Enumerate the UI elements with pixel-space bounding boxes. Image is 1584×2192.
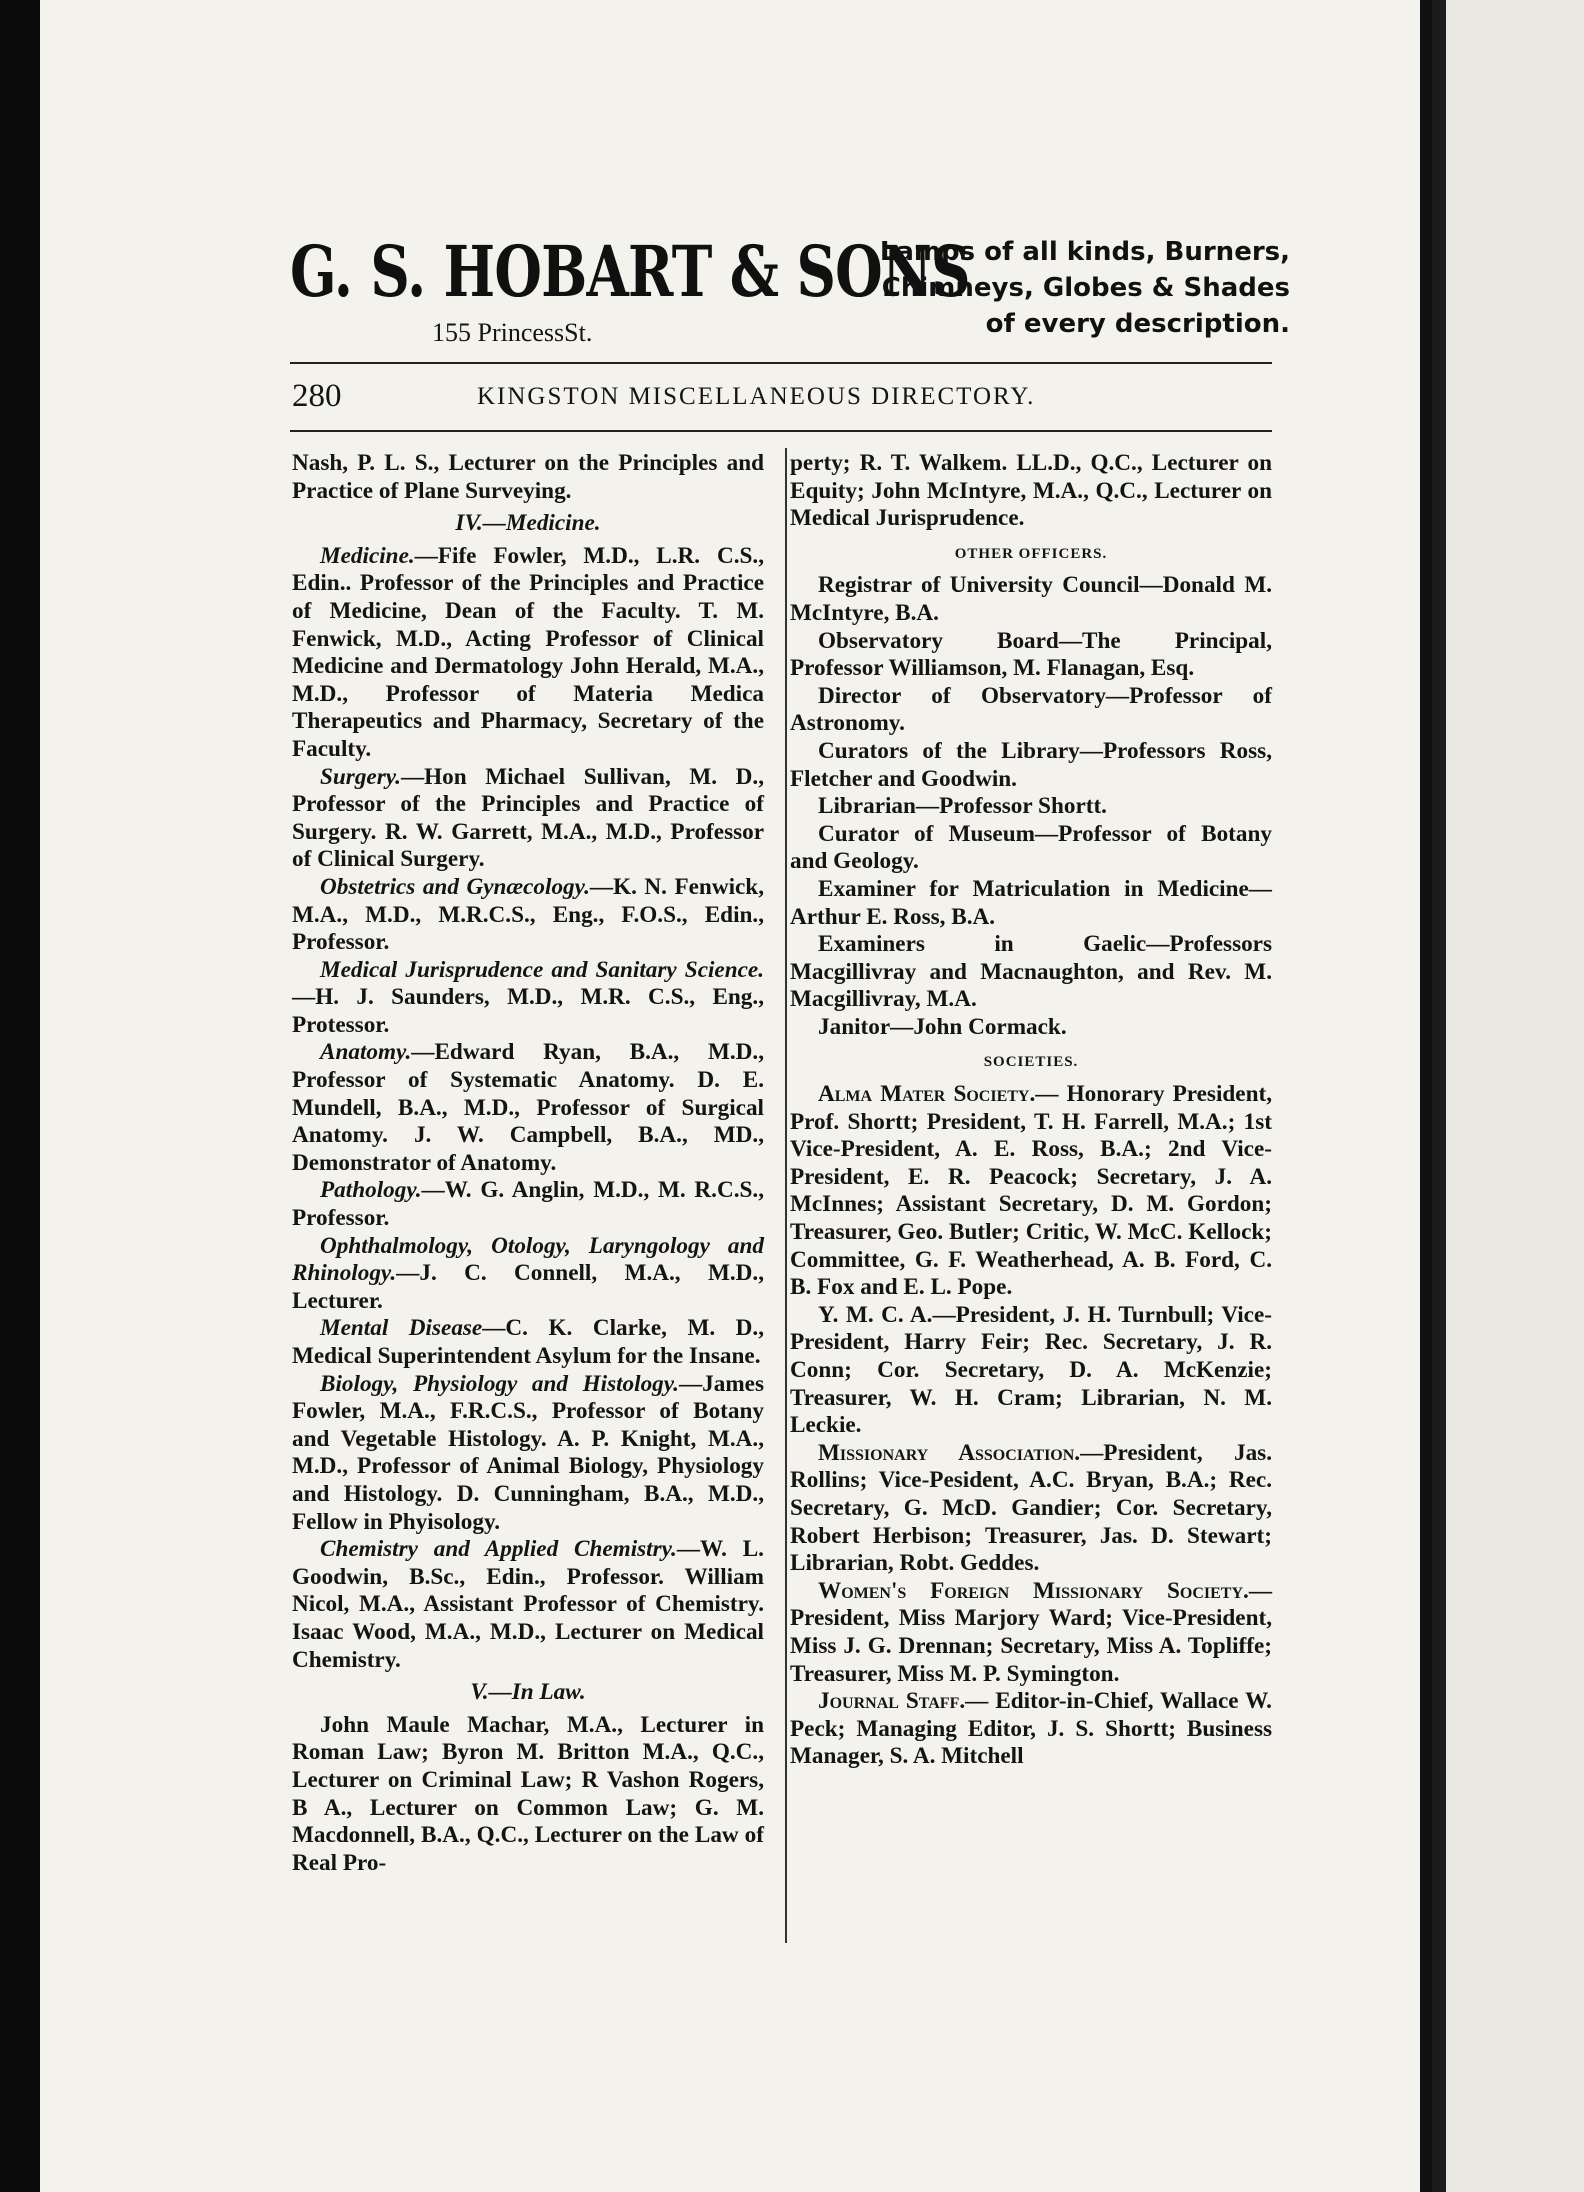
section-heading-law: V.—In Law. [470,1679,586,1706]
page-number: 280 [292,378,342,414]
adjacent-page-edge [1432,0,1584,2192]
entry-label: Pathology. [320,1177,422,1204]
entry-label: Alma Mater Society. [818,1081,1036,1108]
section-heading-medicine: IV.—Medicine. [455,510,601,537]
entry-label: Obstetrics and Gynæcology. [320,873,590,900]
entry-law: John Maule Machar, M.A., Lecturer in Roman Law; Byron M. Britton M.A., Q.C., Lecturer on Criminal Law; R Vashon Rogers, B A., Lecturer on Common Law; G. M. Macdonnell, B.A., Q.C., Lecturer on the Law of Real Pro- [292,1711,764,1876]
entry-surgery: Surgery.—Hon Michael Sullivan, M. D., Professor of the Principles and Practice of Surgery. R. W. Garrett, M.A., M.D., Professor of Clinical Surgery. [292,763,764,873]
entry-label: Biology, Physiology and Histology. [320,1370,679,1397]
section-heading-societies: SOCIETIES. [983,1054,1079,1071]
right-column [790,450,1272,1771]
entry-mental-disease: Mental Disease—C. K. Clarke, M. D., Medical Superintendent Asylum for the Insane. [292,1315,764,1369]
entry-label: Chemistry and Applied Chemistry. [320,1536,677,1563]
entry-examiner: Examiner for Matriculation in Medicine—Arthur E. Ross, B.A. [790,875,1272,930]
entry-ophthalmology: Ophthalmology, Otology, Laryngology and Rhinology.—J. C. Connell, M.A., M.D., Lecturer. [292,1232,764,1314]
entry-nash: Nash, P. L. S., Lecturer on the Principles and Practice of Plane Surveying. [292,450,764,504]
entry-librarian: Librarian—Professor Shortt. [818,793,1107,820]
entry-law-continued: perty; R. T. Walkem. LL.D., Q.C., Lecturer on Equity; John McIntyre, M.A., Q.C., Lecturer on Medical Jurisprudence. [790,450,1272,532]
ad-address: 155 PrincessSt. [432,318,593,347]
entry-observatory-board: Observatory Board—The Principal, Professor Williamson, M. Flanagan, Esq. [790,627,1272,682]
entry-label: Missionary Association. [818,1439,1081,1466]
left-column [292,450,764,1877]
column-divider [785,448,787,1943]
ad-slogan-line: Chimneys, Globes & Shades [881,273,1290,303]
running-header [292,378,1272,418]
entry-curators: Curators of the Library—Professors Ross, Fletcher and Goodwin. [790,737,1272,792]
entry-observatory-director: Director of Observatory—Professor of Astronomy. [790,682,1272,737]
header-rule-bottom [290,430,1272,432]
entry-jurisprudence: Medical Jurisprudence and Sanitary Science.—H. J. Saunders, M.D., M.R. C.S., Eng., Protessor. [292,956,764,1038]
entry-label: Women's Foreign Missionary Society. [818,1577,1249,1604]
entry-janitor: Janitor—John Cormack. [818,1013,1067,1040]
entry-label: Mental Disease [320,1315,483,1342]
ad-slogan-line: of every description. [985,309,1290,339]
entry-medicine: Medicine.—Fife Fowler, M.D., L.R. C.S., Edin.. Professor of the Principles and Practice of Medicine, Dean of the Faculty. T. M. Fenwick, M.D., Acting Professor of Clinical Medicine and Dermatology John Herald, M.A., M.D., Professor of Materia Medica Therapeutics and Pharmacy, Secretary of the Faculty. [292,542,764,762]
entry-label: Anatomy. [320,1039,412,1066]
entry-ymca: Y. M. C. A.—President, J. H. Turnbull; Vice-President, Harry Feir; Rec. Secretary, J. R. Conn; Cor. Secretary, D. A. McKenzie; Treasurer, W. H. Cram; Librarian, N. M. Leckie. [790,1301,1272,1439]
entry-pathology: Pathology.—W. G. Anglin, M.D., M. R.C.S., Professor. [292,1177,764,1232]
entry-obstetrics: Obstetrics and Gynæcology.—K. N. Fenwick, M.A., M.D., M.R.C.S., Eng., F.O.S., Edin., Professor. [292,873,764,956]
entry-label: Journal Staff. [818,1688,966,1715]
entry-anatomy: Anatomy.—Edward Ryan, B.A., M.D., Professor of Systematic Anatomy. D. E. Mundell, B.A., M.D., Professor of Surgical Anatomy. J. W. Campbell, B.A., MD., Demonstrator of Anatomy. [292,1039,764,1176]
ad-slogan [800,234,1290,342]
entry-chemistry: Chemistry and Applied Chemistry.—W. L. Goodwin, B.Sc., Edin., Professor. William Nicol, M.A., Assistant Professor of Chemistry. Isaac Wood, M.A., M.D., Lecturer on Medical Chemistry. [292,1536,764,1673]
entry-gaelic: Examiners in Gaelic—Professors Macgillivray and Macnaughton, and Rev. M. Macgillivray, M.A. [790,931,1272,1013]
entry-journal-staff: Journal Staff.— Editor-in-Chief, Wallace W. Peck; Managing Editor, J. S. Shortt; Business Manager, S. A. Mitchell [790,1688,1272,1770]
page-title: KINGSTON MISCELLANEOUS DIRECTORY. [477,383,1036,410]
entry-missionary: Missionary Association.—President, Jas. Rollins; Vice-Pesident, A.C. Bryan, B.A.; Rec. Secretary, G. McD. Gandier; Cor. Secretary, Robert Herbison; Treasurer, Jas. D. Stewart; Librarian, Robt. Geddes. [790,1439,1272,1577]
ad-slogan-line: Lamps of all kinds, Burners, [879,237,1290,267]
entry-biology: Biology, Physiology and Histology.—James Fowler, M.A., F.R.C.S., Professor of Botany and Vegetable Histology. A. P. Knight, M.A., M.D., Professor of Animal Biology, Physiology and Histology. D. Cunningham, B.A., M.D., Fellow in Phyisology. [292,1370,764,1535]
entry-label: Ophthalmology, Otology, Laryngology and Rhinology. [292,1232,764,1287]
page-gutter [1420,0,1432,2192]
entry-label: Surgery. [320,763,401,790]
entry-label: Medicine. [320,542,415,569]
entry-alma-mater: Alma Mater Society.— Honorary President, Prof. Shortt; President, T. H. Farrell, M.A.; 1st Vice-President, A. E. Ross, B.A.; 2nd Vice-President, E. R. Peacock; Secretary, J. A. McInnes; Assistant Secretary, D. M. Gordon; Treasurer, Geo. Butler; Critic, W. McC. Kellock; Committee, G. F. Weatherhead, A. B. Ford, C. B. Fox and E. L. Pope. [790,1081,1272,1301]
header-rule-top [290,362,1272,364]
entry-label: Medical Jurisprudence and Sanitary Science. [320,956,764,983]
advertisement-header [290,230,1290,350]
ad-brand: G. S. HOBART & SONS [290,230,970,313]
entry-museum: Curator of Museum—Professor of Botany and Geology. [790,820,1272,875]
entry-womens-missionary: Women's Foreign Missionary Society.— President, Miss Marjory Ward; Vice-President, Miss J. G. Drennan; Secretary, Miss A. Topliffe; Treasurer, Miss M. P. Symington. [790,1577,1272,1687]
section-heading-other-officers: OTHER OFFICERS. [954,545,1108,562]
entry-registrar: Registrar of University Council—Donald M. McIntyre, B.A. [790,572,1272,626]
